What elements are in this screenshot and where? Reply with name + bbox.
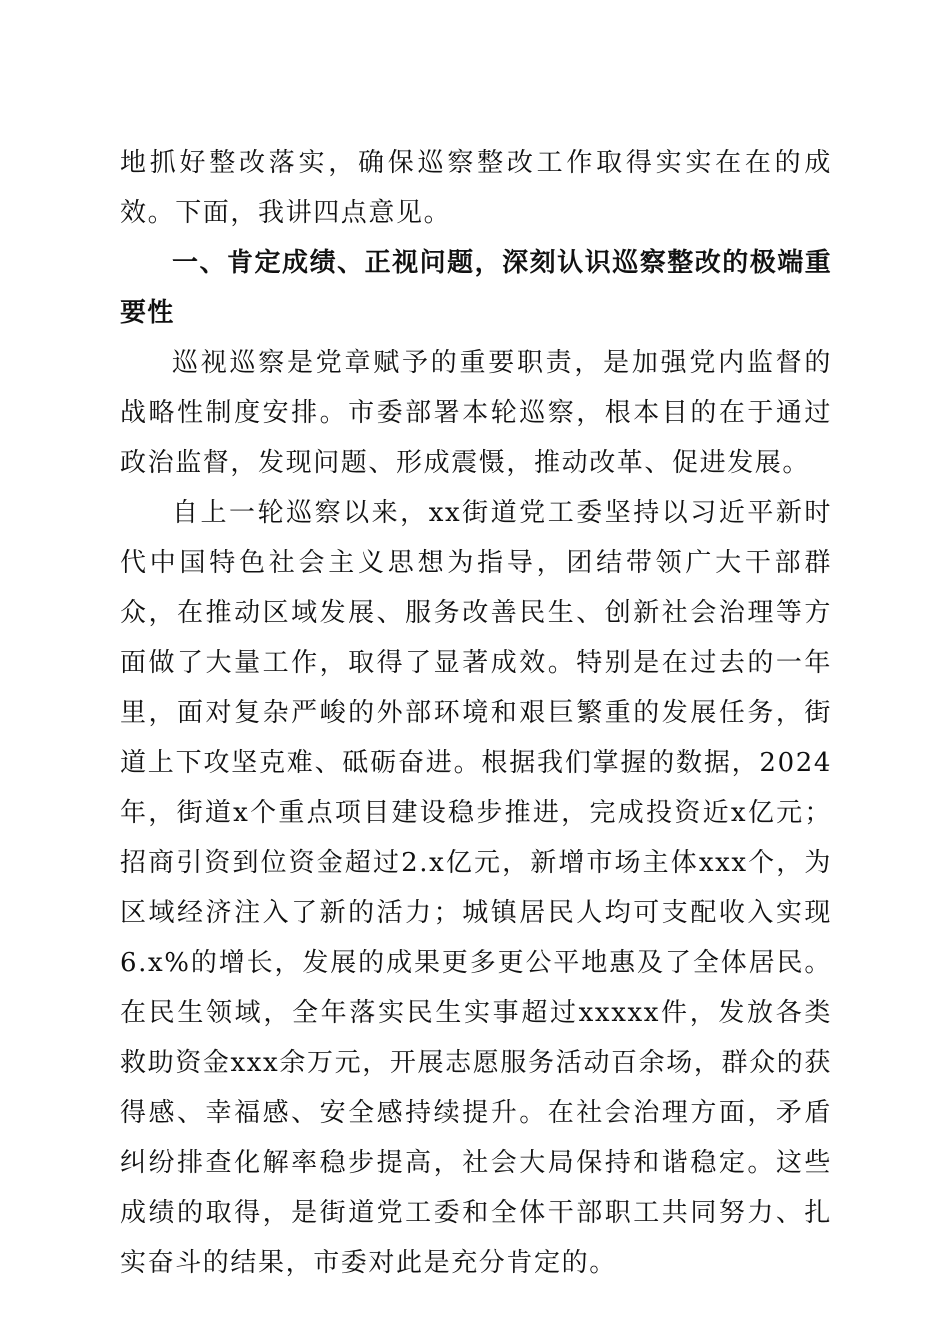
paragraph: 巡视巡察是党章赋予的重要职责，是加强党内监督的战略性制度安排。市委部署本轮巡察，根本目的在于通过政治监督，发现问题、形成震慑，推动改革、促进发展。 [120, 348, 832, 478]
document-body [120, 138, 832, 1288]
paragraph: 自上一轮巡察以来，xx街道党工委坚持以习近平新时代中国特色社会主义思想为指导，团结带领广大干部群众，在推动区域发展、服务改善民生、创新社会治理等方面做了大量工作，取得了显著成效。特别是在过去的一年里，面对复杂严峻的外部环境和艰巨繁重的发展任务，街道上下攻坚克难、砥砺奋进。根据我们掌握的数据，2024年，街道x个重点项目建设稳步推进，完成投资近x亿元；招商引资到位资金超过2.x亿元，新增市场主体xxx个，为区域经济注入了新的活力；城镇居民人均可支配收入实现6.x%的增长，发展的成果更多更公平地惠及了全体居民。在民生领域，全年落实民生实事超过xxxxx件，发放各类救助资金xxx余万元，开展志愿服务活动百余场，群众的获得感、幸福感、安全感持续提升。在社会治理方面，矛盾纠纷排查化解率稳步提高，社会大局保持和谐稳定。这些成绩的取得，是街道党工委和全体干部职工共同努力、扎实奋斗的结果，市委对此是充分肯定的。 [120, 498, 832, 1278]
paragraph-continuation: 地抓好整改落实，确保巡察整改工作取得实实在在的成效。下面，我讲四点意见。 [120, 148, 832, 228]
section-heading: 一、肯定成绩、正视问题，深刻认识巡察整改的极端重要性 [120, 248, 832, 328]
